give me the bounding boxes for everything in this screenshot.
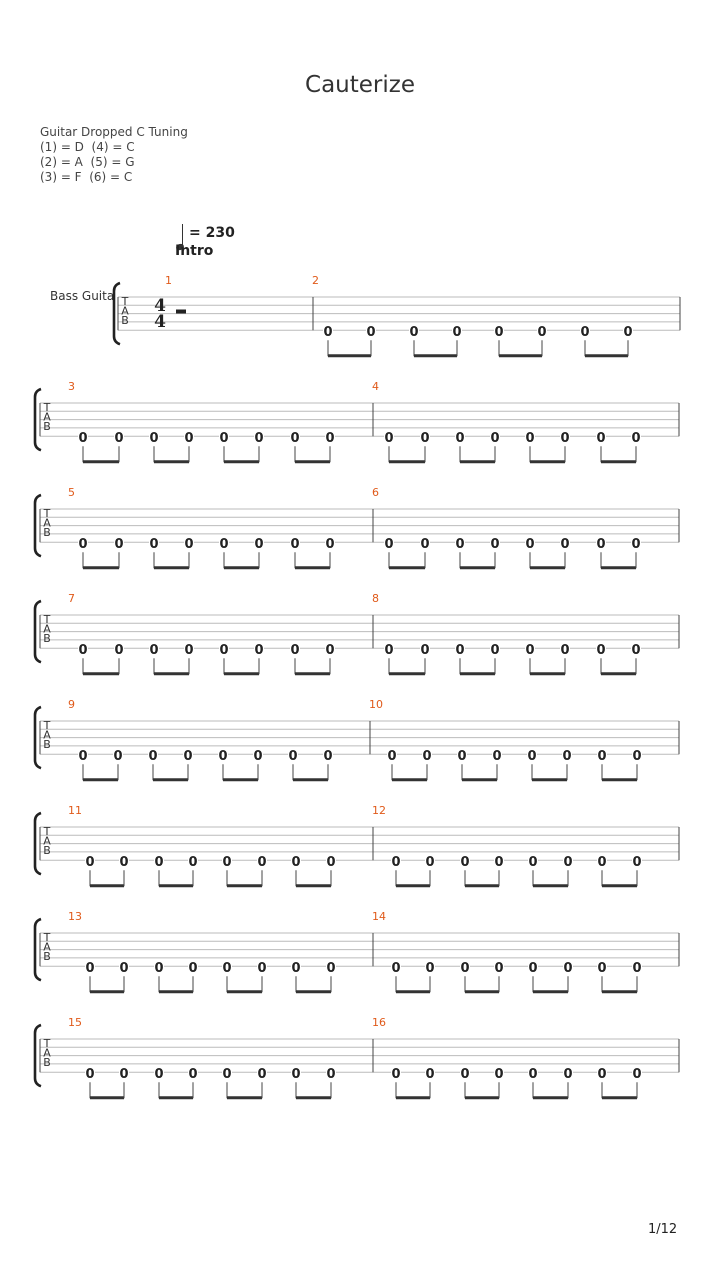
fret-number: 0 [184, 537, 194, 553]
fret-number: 0 [560, 643, 570, 659]
tab-clef-letter: T [43, 507, 51, 520]
fret-number: 0 [188, 961, 198, 977]
tab-clef-letter: B [43, 420, 51, 433]
fret-number: 0 [257, 1067, 267, 1083]
fret-number: 0 [254, 431, 264, 447]
fret-number: 0 [85, 855, 95, 871]
section-label: Intro [175, 243, 214, 259]
fret-number: 0 [222, 1067, 232, 1083]
fret-number: 0 [452, 325, 462, 341]
fret-number: 0 [525, 643, 535, 659]
fret-number: 0 [78, 431, 88, 447]
fret-number: 0 [325, 431, 335, 447]
fret-number: 0 [326, 1067, 336, 1083]
tab-clef-letter: B [43, 632, 51, 645]
fret-number: 0 [537, 325, 547, 341]
fret-number: 0 [422, 749, 432, 765]
fret-number: 0 [490, 643, 500, 659]
measure-number: 5 [68, 486, 75, 499]
fret-number: 0 [490, 431, 500, 447]
fret-number: 0 [460, 961, 470, 977]
tuning-line: (1) = D (4) = C [40, 140, 135, 154]
fret-number: 0 [597, 961, 607, 977]
time-signature-top: 4 [154, 296, 166, 316]
tab-clef-letter: T [43, 825, 51, 838]
fret-number: 0 [288, 749, 298, 765]
measure-number: 11 [68, 804, 82, 817]
measure-number: 14 [372, 910, 386, 923]
fret-number: 0 [580, 325, 590, 341]
fret-number: 0 [525, 537, 535, 553]
fret-number: 0 [631, 431, 641, 447]
fret-number: 0 [188, 855, 198, 871]
fret-number: 0 [384, 431, 394, 447]
fret-number: 0 [632, 855, 642, 871]
fret-number: 0 [494, 961, 504, 977]
measure-number: 13 [68, 910, 82, 923]
fret-number: 0 [119, 1067, 129, 1083]
fret-number: 0 [632, 961, 642, 977]
instrument-name: Bass Guita [50, 289, 115, 303]
fret-number: 0 [219, 643, 229, 659]
fret-number: 0 [326, 961, 336, 977]
fret-number: 0 [384, 643, 394, 659]
fret-number: 0 [560, 537, 570, 553]
fret-number: 0 [492, 749, 502, 765]
fret-number: 0 [528, 855, 538, 871]
fret-number: 0 [596, 431, 606, 447]
tab-clef-letter: A [43, 1046, 51, 1060]
fret-number: 0 [85, 1067, 95, 1083]
fret-number: 0 [460, 855, 470, 871]
measure-number: 10 [369, 698, 383, 711]
fret-number: 0 [113, 749, 123, 765]
fret-number: 0 [149, 643, 159, 659]
tab-clef-letter: B [121, 314, 129, 327]
fret-number: 0 [326, 855, 336, 871]
fret-number: 0 [154, 1067, 164, 1083]
fret-number: 0 [183, 749, 193, 765]
fret-number: 0 [525, 431, 535, 447]
fret-number: 0 [494, 1067, 504, 1083]
fret-number: 0 [494, 855, 504, 871]
fret-number: 0 [254, 643, 264, 659]
fret-number: 0 [420, 431, 430, 447]
tab-clef-letter: T [43, 931, 51, 944]
fret-number: 0 [154, 855, 164, 871]
measure-number: 4 [372, 380, 379, 393]
measure-number: 2 [312, 274, 319, 287]
fret-number: 0 [114, 643, 124, 659]
measure-number: 3 [68, 380, 75, 393]
fret-number: 0 [563, 1067, 573, 1083]
fret-number: 0 [218, 749, 228, 765]
fret-number: 0 [597, 855, 607, 871]
fret-number: 0 [425, 961, 435, 977]
fret-number: 0 [154, 961, 164, 977]
fret-number: 0 [563, 855, 573, 871]
fret-number: 0 [455, 537, 465, 553]
fret-number: 0 [253, 749, 263, 765]
fret-number: 0 [149, 431, 159, 447]
fret-number: 0 [219, 431, 229, 447]
fret-number: 0 [631, 643, 641, 659]
fret-number: 0 [631, 537, 641, 553]
fret-number: 0 [78, 643, 88, 659]
fret-number: 0 [219, 537, 229, 553]
tab-clef-letter: B [43, 738, 51, 751]
measure-number: 1 [165, 274, 172, 287]
fret-number: 0 [291, 961, 301, 977]
fret-number: 0 [596, 537, 606, 553]
page-number: 1/12 [648, 1222, 678, 1237]
fret-number: 0 [562, 749, 572, 765]
fret-number: 0 [455, 643, 465, 659]
fret-number: 0 [366, 325, 376, 341]
fret-number: 0 [290, 537, 300, 553]
tab-clef-letter: A [43, 728, 51, 742]
fret-number: 0 [597, 749, 607, 765]
tab-clef-letter: T [43, 613, 51, 626]
fret-number: 0 [290, 643, 300, 659]
tab-clef-letter: T [121, 295, 129, 308]
tuning-heading: Guitar Dropped C Tuning [40, 125, 188, 139]
fret-number: 0 [457, 749, 467, 765]
fret-number: 0 [114, 431, 124, 447]
fret-number: 0 [632, 749, 642, 765]
fret-number: 0 [455, 431, 465, 447]
fret-number: 0 [391, 855, 401, 871]
half-rest-icon [176, 310, 186, 314]
fret-number: 0 [254, 537, 264, 553]
tab-clef-letter: A [43, 516, 51, 530]
fret-number: 0 [632, 1067, 642, 1083]
fret-number: 0 [391, 961, 401, 977]
tab-clef-letter: A [121, 304, 129, 318]
fret-number: 0 [560, 431, 570, 447]
fret-number: 0 [291, 1067, 301, 1083]
fret-number: 0 [184, 643, 194, 659]
tab-clef-letter: B [43, 844, 51, 857]
fret-number: 0 [596, 643, 606, 659]
fret-number: 0 [387, 749, 397, 765]
measure-number: 15 [68, 1016, 82, 1029]
fret-number: 0 [290, 431, 300, 447]
fret-number: 0 [528, 961, 538, 977]
fret-number: 0 [78, 537, 88, 553]
fret-number: 0 [527, 749, 537, 765]
tab-clef-letter: A [43, 622, 51, 636]
fret-number: 0 [425, 1067, 435, 1083]
fret-number: 0 [425, 855, 435, 871]
fret-number: 0 [325, 537, 335, 553]
measure-number: 7 [68, 592, 75, 605]
fret-number: 0 [291, 855, 301, 871]
time-signature-bottom: 4 [154, 312, 166, 332]
fret-number: 0 [420, 537, 430, 553]
fret-number: 0 [85, 961, 95, 977]
song-title: Cauterize [305, 72, 415, 98]
fret-number: 0 [257, 961, 267, 977]
fret-number: 0 [119, 961, 129, 977]
tab-clef-letter: T [43, 401, 51, 414]
fret-number: 0 [494, 325, 504, 341]
fret-number: 0 [420, 643, 430, 659]
fret-number: 0 [222, 855, 232, 871]
fret-number: 0 [490, 537, 500, 553]
tab-clef-letter: B [43, 526, 51, 539]
measure-number: 12 [372, 804, 386, 817]
measure-number: 6 [372, 486, 379, 499]
fret-number: 0 [257, 855, 267, 871]
tab-clef-letter: B [43, 1056, 51, 1069]
fret-number: 0 [563, 961, 573, 977]
tuning-line: (2) = A (5) = G [40, 155, 135, 169]
tab-clef-letter: T [43, 719, 51, 732]
fret-number: 0 [325, 643, 335, 659]
fret-number: 0 [323, 749, 333, 765]
measure-number: 9 [68, 698, 75, 711]
tempo-value: = 230 [189, 225, 235, 241]
fret-number: 0 [528, 1067, 538, 1083]
fret-number: 0 [149, 537, 159, 553]
fret-number: 0 [623, 325, 633, 341]
fret-number: 0 [184, 431, 194, 447]
fret-number: 0 [409, 325, 419, 341]
fret-number: 0 [391, 1067, 401, 1083]
measure-number: 8 [372, 592, 379, 605]
fret-number: 0 [384, 537, 394, 553]
fret-number: 0 [222, 961, 232, 977]
fret-number: 0 [323, 325, 333, 341]
fret-number: 0 [148, 749, 158, 765]
tuning-line: (3) = F (6) = C [40, 170, 133, 184]
tab-clef-letter: B [43, 950, 51, 963]
tab-clef-letter: A [43, 410, 51, 424]
fret-number: 0 [597, 1067, 607, 1083]
fret-number: 0 [188, 1067, 198, 1083]
fret-number: 0 [460, 1067, 470, 1083]
tab-clef-letter: A [43, 834, 51, 848]
fret-number: 0 [119, 855, 129, 871]
tab-clef-letter: T [43, 1037, 51, 1050]
fret-number: 0 [78, 749, 88, 765]
measure-number: 16 [372, 1016, 386, 1029]
tab-clef-letter: A [43, 940, 51, 954]
fret-number: 0 [114, 537, 124, 553]
